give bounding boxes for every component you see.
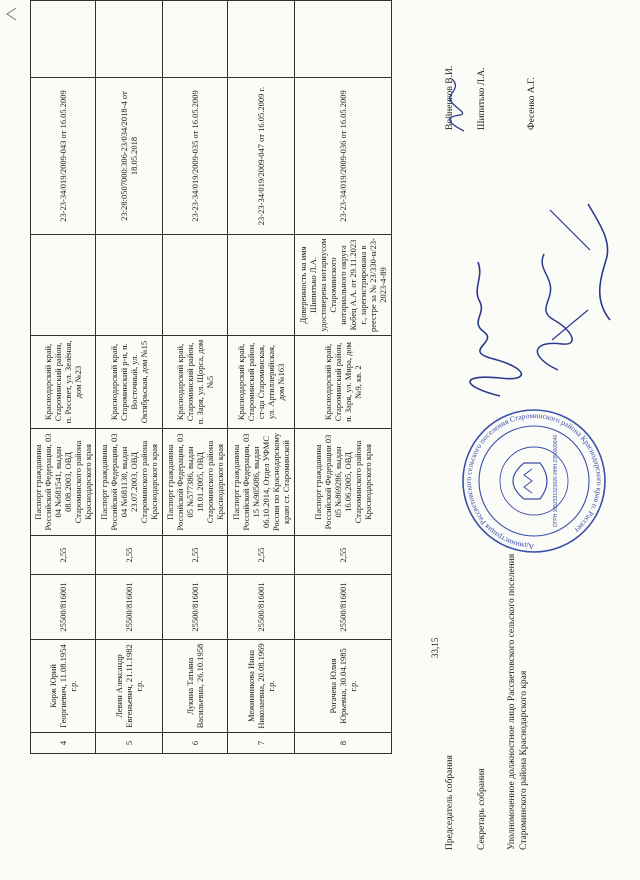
table-row xyxy=(295,1,392,754)
cell-signature xyxy=(31,1,96,78)
total-share: 33,15 xyxy=(430,637,440,658)
table-row xyxy=(228,1,295,754)
cell-share: 25500/816001 xyxy=(163,575,228,640)
table-row xyxy=(163,1,228,754)
cell-fio: Левин Александр Евгеньевич, 21.11.1982 г.р. xyxy=(96,640,163,733)
cell-share: 25500/816001 xyxy=(31,575,96,640)
cell-passport: Паспорт гражданина Российской Федерации, 03 04 №681541, выдан 08.08.2003, ОВД Староминского района Краснодарского края xyxy=(31,429,96,536)
official-role: Уполномоченное должностное лицо Рассветовского сельского поселения Староминского района Краснодарского края xyxy=(507,553,529,850)
corner-mark xyxy=(4,6,18,22)
cell-record: 23:28:0507000:306-23/034/2018-4 от 18.05.2018 xyxy=(96,78,163,235)
cell-passport: Паспорт гражданина Российской Федерации, 03 15 №905086, выдан 06.10.2014, Отдел УФМС России по Краснодарскому краю ст. Староминской xyxy=(228,429,295,536)
cell-num: 4 xyxy=(31,733,96,754)
cell-fio: Лукина Татьяна Васильевна, 26.10.1958 xyxy=(163,640,228,733)
cell-part: 2,55 xyxy=(163,536,228,575)
cell-share: 25500/816001 xyxy=(228,575,295,640)
row-signature xyxy=(440,75,470,135)
chairman-name: Войненков В.И. xyxy=(445,65,455,130)
cell-address: Краснодарский край, Староминский район, п. Заря, ул. Щорса, дом №5 xyxy=(163,336,228,429)
owners-table xyxy=(30,0,392,754)
cell-record: 23-23-34/019/2009-043 от 16.05.2009 xyxy=(31,78,96,235)
chairman-role: Председатель собрания xyxy=(445,755,455,850)
cell-part: 2,55 xyxy=(31,536,96,575)
secretary-role: Секретарь собрания xyxy=(477,768,487,850)
official-seal xyxy=(460,407,608,555)
svg-text:Администрация Рассветовского с xyxy=(464,411,604,551)
seal-codes: ОГРН 1052331323026 ИНН 2350009640 xyxy=(553,434,559,528)
secretary-name: Шипитько Л.А. xyxy=(477,67,487,130)
cell-fio: Рогачева Юлия Юрьевна, 30.04.1985 г.р. xyxy=(295,640,392,733)
cell-share: 25500/816001 xyxy=(96,575,163,640)
cell-representative: Доверенность на имя Шипитько Л.А. удостоверена нотариусом Староминского нотариального округа Кобец А.А. от 29.11.2023 г., зарегистрирована в реестре за № 23/330-н/23-2023-4-89 xyxy=(295,235,392,336)
cell-record: 23-23-34/019/2009-036 от 16.05.2009 xyxy=(295,78,392,235)
table-row xyxy=(31,1,96,754)
cell-address: Краснодарский край, Староминский район, п. Заря, ул. Мира, дом №9, кв. 2 xyxy=(295,336,392,429)
cell-representative xyxy=(96,235,163,336)
cell-address: Краснодарский край, Староминский район, ст-ца Староминская, ул. Артиллерийская, дом №163 xyxy=(228,336,295,429)
handwritten-signatures xyxy=(440,150,630,410)
cell-part: 2,55 xyxy=(96,536,163,575)
official-name: Фесенко А.Г. xyxy=(527,77,537,130)
cell-signature xyxy=(96,1,163,78)
cell-signature xyxy=(295,1,392,78)
cell-record: 23-23-34/019/2009-035 от 16.05.2009 xyxy=(163,78,228,235)
cell-num: 8 xyxy=(295,733,392,754)
cell-part: 2,55 xyxy=(228,536,295,575)
cell-representative xyxy=(31,235,96,336)
cell-fio: Корж Юрий Георгиевич, 11.08.1954 г.р. xyxy=(31,640,96,733)
cell-passport: Паспорт гражданина Российской Федерации, 03 04 №681130, выдан 23.07.2003, ОВД Староминского района Краснодарского края xyxy=(96,429,163,536)
table-row xyxy=(96,1,163,754)
cell-share: 25500/816001 xyxy=(295,575,392,640)
cell-num: 7 xyxy=(228,733,295,754)
cell-signature xyxy=(228,1,295,78)
cell-num: 6 xyxy=(163,733,228,754)
cell-address: Краснодарский край, Староминский р-н, п. Восточный, ул. Октябрьская, дом №15 xyxy=(96,336,163,429)
cell-address: Краснодарский край, Староминский район, п. Рассвет, ул. Зелёная, дом №23 xyxy=(31,336,96,429)
cell-representative xyxy=(228,235,295,336)
cell-part: 2,55 xyxy=(295,536,392,575)
cell-passport: Паспорт гражданина Российской Федерации, 03 05 №577386, выдан 18.01.2005, ОВД Староминского района Краснодарского края xyxy=(163,429,228,536)
cell-record: 23-23-34/019/2009-047 от 16.05.2009 г. xyxy=(228,78,295,235)
cell-signature xyxy=(163,1,228,78)
cell-passport: Паспорт гражданина Российской Федерации 03 05 №869286, выдан 16.06.2005, ОВД Староминского района Краснодарского края xyxy=(295,429,392,536)
cell-representative xyxy=(163,235,228,336)
cell-num: 5 xyxy=(96,733,163,754)
seal-text: Администрация Рассветовского сельского поселения Староминского района Краснодарского края п. Рассвет xyxy=(463,410,605,552)
cell-fio: Межинникова Инна Николаевна, 20.08.1969 г.р. xyxy=(228,640,295,733)
